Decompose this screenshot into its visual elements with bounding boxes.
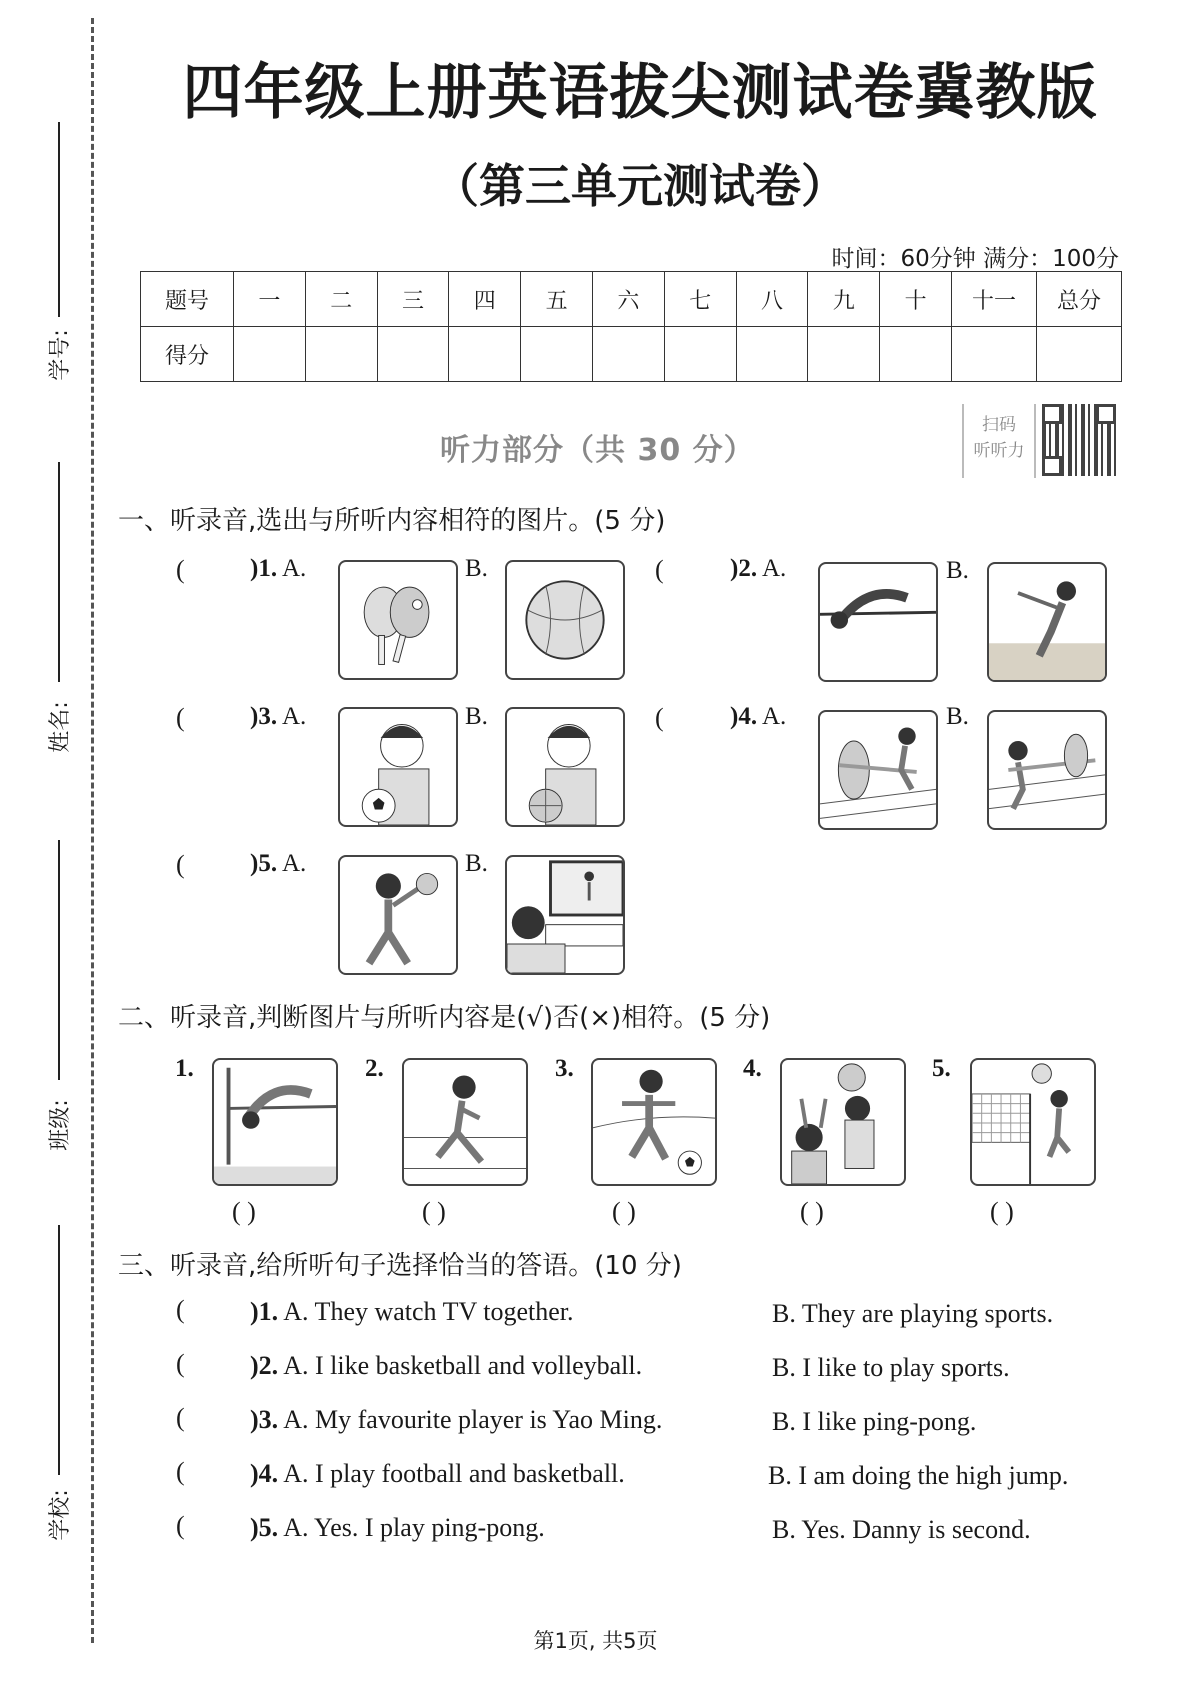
- score-cell-header: 六: [592, 272, 664, 327]
- section1-heading: 一、听录音,选出与所听内容相符的图片。(5 分): [118, 506, 666, 536]
- score-cell[interactable]: [521, 327, 593, 382]
- score-cell[interactable]: [305, 327, 377, 382]
- answer-paren[interactable]: (: [176, 555, 185, 584]
- s2-item5-image: [970, 1058, 1096, 1186]
- s2-item3-image: [591, 1058, 717, 1186]
- scan-to-listen: [962, 404, 1036, 478]
- s1-q4-option-b-image[interactable]: [987, 710, 1107, 830]
- answer-paren[interactable]: (: [176, 703, 185, 732]
- s1-q4-option-a-image[interactable]: [818, 710, 938, 830]
- s1-q5-b-label: B.: [465, 850, 488, 877]
- s1-q2-option-a-image[interactable]: [818, 562, 938, 682]
- s3-q5-option-a: )5. A. Yes. I play ping-pong.: [250, 1513, 545, 1542]
- s1-q5-label: )5. A.: [250, 850, 307, 877]
- s2-item5-num: 5.: [932, 1055, 951, 1082]
- score-cell-header: 题号: [141, 272, 234, 327]
- score-cell-header: 三: [377, 272, 449, 327]
- s1-q1-option-b-image[interactable]: [505, 560, 625, 680]
- score-table: [140, 271, 1122, 382]
- score-cell[interactable]: [449, 327, 521, 382]
- student-id-label: 学号:: [48, 329, 73, 381]
- score-cell[interactable]: [592, 327, 664, 382]
- score-cell[interactable]: [234, 327, 306, 382]
- scan-label-1: 扫码: [982, 415, 1016, 435]
- s3-q5-option-b: B. Yes. Danny is second.: [772, 1515, 1031, 1544]
- s2-item1-image: [212, 1058, 338, 1186]
- s1-q1-label: )1. A.: [250, 555, 307, 582]
- answer-paren[interactable]: (: [655, 703, 664, 732]
- score-cell[interactable]: [664, 327, 736, 382]
- s2-item2-image: [402, 1058, 528, 1186]
- s3-q1-option-b: B. They are playing sports.: [772, 1299, 1054, 1328]
- s2-answer-blank-1[interactable]: ( ): [232, 1197, 256, 1226]
- school-line: [58, 1225, 60, 1475]
- score-table-header-row: [141, 272, 1122, 327]
- s3-q4-option-a: )4. A. I play football and basketball.: [250, 1459, 625, 1488]
- score-row-label: 得分: [141, 327, 234, 382]
- time-score-info: 时间：60分钟 满分：100分: [831, 246, 1119, 272]
- binding-dashed-line: [91, 18, 94, 1643]
- s1-q4-label: )4. A.: [730, 703, 787, 730]
- score-cell-header: 总分: [1037, 272, 1122, 327]
- school-label: 学校:: [48, 1489, 73, 1541]
- answer-paren[interactable]: (: [176, 1511, 185, 1540]
- answer-paren[interactable]: (: [176, 1403, 185, 1432]
- s1-q4-b-label: B.: [946, 703, 969, 730]
- s1-q2-option-b-image[interactable]: [987, 562, 1107, 682]
- page-number: 第1页, 共5页: [533, 1629, 658, 1653]
- s1-q1-option-a-image[interactable]: [338, 560, 458, 680]
- score-cell-header: 四: [449, 272, 521, 327]
- s1-q2-label: )2. A.: [730, 555, 787, 582]
- s3-q2-option-b: B. I like to play sports.: [772, 1353, 1010, 1382]
- score-cell-header: 一: [234, 272, 306, 327]
- answer-paren[interactable]: (: [176, 1457, 185, 1486]
- score-cell[interactable]: [377, 327, 449, 382]
- s2-answer-blank-4[interactable]: ( ): [800, 1197, 824, 1226]
- class-label: 班级:: [48, 1099, 73, 1151]
- qr-code-icon[interactable]: [1042, 404, 1116, 476]
- s3-q1-option-a: )1. A. They watch TV together.: [250, 1297, 574, 1326]
- s2-item3-num: 3.: [555, 1055, 574, 1082]
- page-title: 四年级上册英语拔尖测试卷冀教版: [182, 58, 1098, 128]
- s3-q3-option-a: )3. A. My favourite player is Yao Ming.: [250, 1405, 663, 1434]
- s3-q4-option-b: B. I am doing the high jump.: [768, 1461, 1069, 1490]
- name-label: 姓名:: [48, 701, 73, 753]
- s3-q2-option-a: )2. A. I like basketball and volleyball.: [250, 1351, 643, 1380]
- score-cell-header: 九: [808, 272, 880, 327]
- score-cell-header: 七: [664, 272, 736, 327]
- answer-paren[interactable]: (: [176, 1349, 185, 1378]
- section3-heading: 三、听录音,给所听句子选择恰当的答语。(10 分): [118, 1251, 682, 1281]
- scan-label-2: 听听力: [973, 441, 1025, 461]
- score-cell[interactable]: [736, 327, 808, 382]
- s1-q2-b-label: B.: [946, 557, 969, 584]
- s1-q1-b-label: B.: [465, 555, 488, 582]
- score-cell-header: 十: [880, 272, 952, 327]
- score-cell-header: 十一: [952, 272, 1037, 327]
- score-cell[interactable]: [808, 327, 880, 382]
- page-subtitle: （第三单元测试卷）: [433, 159, 847, 213]
- name-line: [58, 462, 60, 682]
- s1-q5-option-a-image[interactable]: [338, 855, 458, 975]
- s3-q3-option-b: B. I like ping-pong.: [772, 1407, 977, 1436]
- s1-q3-b-label: B.: [465, 703, 488, 730]
- score-cell-header: 五: [521, 272, 593, 327]
- student-id-line: [58, 122, 60, 317]
- s1-q3-option-a-image[interactable]: [338, 707, 458, 827]
- listening-section-title: 听力部分（共 30 分）: [440, 433, 755, 468]
- s2-item4-num: 4.: [743, 1055, 762, 1082]
- section2-heading: 二、听录音,判断图片与所听内容是(√)否(×)相符。(5 分): [118, 1003, 771, 1033]
- score-cell-header: 八: [736, 272, 808, 327]
- s2-answer-blank-2[interactable]: ( ): [422, 1197, 446, 1226]
- score-cell-header: 二: [305, 272, 377, 327]
- s1-q3-label: )3. A.: [250, 703, 307, 730]
- answer-paren[interactable]: (: [655, 555, 664, 584]
- score-cell[interactable]: [1037, 327, 1122, 382]
- s2-answer-blank-3[interactable]: ( ): [612, 1197, 636, 1226]
- s1-q3-option-b-image[interactable]: [505, 707, 625, 827]
- answer-paren[interactable]: (: [176, 850, 185, 879]
- score-cell[interactable]: [880, 327, 952, 382]
- class-line: [58, 840, 60, 1080]
- score-cell[interactable]: [952, 327, 1037, 382]
- s2-answer-blank-5[interactable]: ( ): [990, 1197, 1014, 1226]
- s1-q5-option-b-image[interactable]: [505, 855, 625, 975]
- s2-item1-num: 1.: [175, 1055, 194, 1082]
- answer-paren[interactable]: (: [176, 1295, 185, 1324]
- score-table-score-row: [141, 327, 1122, 382]
- s2-item2-num: 2.: [365, 1055, 384, 1082]
- s2-item4-image: [780, 1058, 906, 1186]
